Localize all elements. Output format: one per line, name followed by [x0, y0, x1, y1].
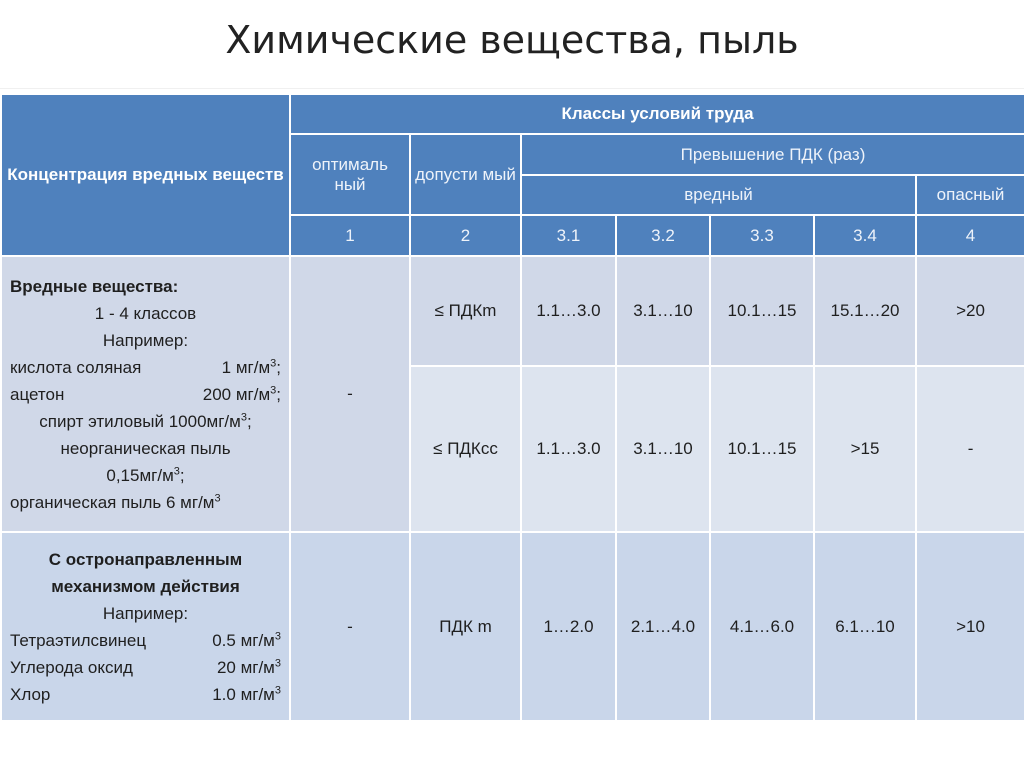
header-optimal: оптималь ный: [290, 134, 410, 215]
value-cell: -: [916, 366, 1024, 532]
optimal-cell: -: [290, 532, 410, 721]
group-heading: С остронаправленным: [48, 549, 243, 569]
harmful-substances-description: [1, 256, 290, 532]
substance-name: Тетраэтилсвинец: [10, 630, 147, 650]
substance-name: ацетон: [10, 384, 65, 404]
value-cell: >15: [814, 366, 916, 532]
class-number: 3.2: [616, 215, 710, 256]
group-heading: механизмом действия: [51, 576, 240, 596]
substance-item: неорганическая пыль: [60, 438, 231, 458]
optimal-cell: -: [290, 256, 410, 532]
class-number: 3.1: [521, 215, 616, 256]
acute-substances-description: [1, 532, 290, 721]
value-cell: 10.1…15: [710, 256, 814, 366]
header-admissible: допусти мый: [410, 134, 521, 215]
value-cell: 3.1…10: [616, 366, 710, 532]
substance-item: кислота соляная 1 $мг/м^3$;: [10, 354, 281, 381]
value-cell: 1.1…3.0: [521, 366, 616, 532]
substance-item: Углерода оксид 20 $мг/м^3$: [10, 654, 281, 681]
title-divider: [0, 88, 1024, 89]
header-dangerous: опасный: [916, 175, 1024, 215]
header-excess: Превышение ПДК (раз): [521, 134, 1024, 175]
value-cell: >10: [916, 532, 1024, 721]
limit-cell: ≤ ПДКm: [410, 256, 521, 366]
page-title: Химические вещества, пыль: [225, 18, 799, 62]
substance-item: $0,15мг/м^3$;: [106, 464, 185, 485]
substance-item: ацетон 200 $мг/м^3$;: [10, 381, 281, 408]
substance-value: 20 мг/м: [216, 657, 275, 677]
substance-value: 1 мг/м: [221, 357, 271, 377]
value-cell: 4.1…6.0: [710, 532, 814, 721]
value-cell: 1.1…3.0: [521, 256, 616, 366]
value-cell: 15.1…20: [814, 256, 916, 366]
value-cell: 3.1…10: [616, 256, 710, 366]
group-classes: 1 - 4 классов: [94, 303, 197, 323]
value-cell: 1…2.0: [521, 532, 616, 721]
header-concentration: Концентрация вредных веществ: [1, 94, 290, 256]
value-cell: 2.1…4.0: [616, 532, 710, 721]
substance-name: кислота соляная: [10, 357, 142, 377]
header-harmful: вредный: [521, 175, 916, 215]
class-number: 3.3: [710, 215, 814, 256]
substance-item: органическая пыль 6 $мг/м^3$: [10, 491, 221, 512]
table-row: [1, 532, 1024, 721]
substance-item: Хлор 1.0 $мг/м^3$: [10, 681, 281, 708]
substance-value: 1.0 мг/м: [212, 684, 275, 704]
table-row: [1, 256, 1024, 366]
class-number: 1: [290, 215, 410, 256]
substance-value: 200 мг/м: [202, 384, 271, 404]
substance-value: 0.5 мг/м: [212, 630, 275, 650]
value-cell: 10.1…15: [710, 366, 814, 532]
limit-cell: ≤ ПДКсс: [410, 366, 521, 532]
substance-name: Углерода оксид: [10, 657, 133, 677]
value-cell: 6.1…10: [814, 532, 916, 721]
class-number: 2: [410, 215, 521, 256]
value-cell: >20: [916, 256, 1024, 366]
example-label: Например:: [102, 330, 189, 350]
limit-cell: ПДК m: [410, 532, 521, 721]
class-number: 3.4: [814, 215, 916, 256]
working-conditions-table: [0, 93, 1024, 722]
example-label: Например:: [102, 603, 189, 623]
substance-item: спирт этиловый $1000мг/м^3$;: [39, 410, 252, 431]
substance-item: Тетраэтилсвинец 0.5 $мг/м^3$: [10, 627, 281, 654]
class-number: 4: [916, 215, 1024, 256]
header-classes: Классы условий труда: [290, 94, 1024, 134]
substance-name: Хлор: [10, 684, 51, 704]
group-heading: Вредные вещества:: [10, 276, 179, 296]
